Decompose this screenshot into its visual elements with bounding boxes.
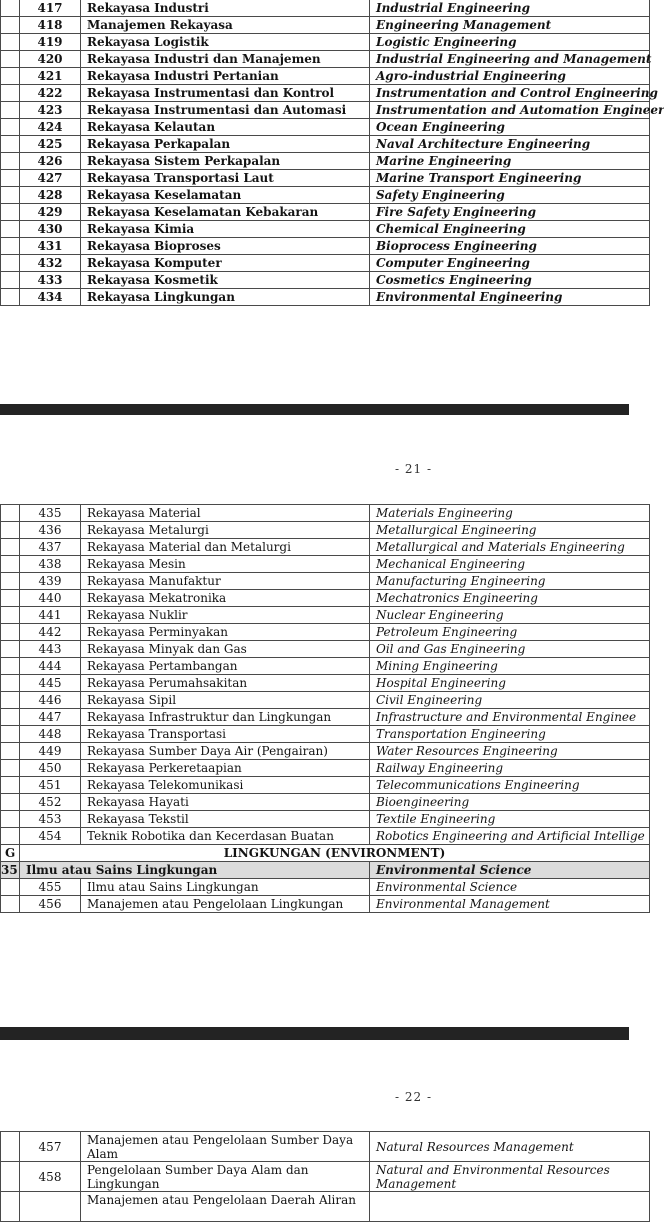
section-letter: G: [1, 845, 20, 862]
table-row: 425 Rekayasa Perkapalan Naval Architecture Engineering: [1, 136, 650, 153]
table-row: 432 Rekayasa Komputer Computer Engineering: [1, 255, 650, 272]
table-row: 426 Rekayasa Sistem Perkapalan Marine Engineering: [1, 153, 650, 170]
page-number: - 22 -: [395, 1090, 433, 1104]
table-row: 451 Rekayasa Telekomunikasi Telecommunications Engineering: [1, 777, 650, 794]
table-row: 430 Rekayasa Kimia Chemical Engineering: [1, 221, 650, 238]
table-row: 428 Rekayasa Keselamatan Safety Engineering: [1, 187, 650, 204]
page-separator: [0, 404, 629, 415]
study-program-table-1: [0, 0, 664, 306]
table-row: 455 Ilmu atau Sains Lingkungan Environmental Science: [1, 879, 650, 896]
table-row: 457 Manajemen atau Pengelolaan Sumber Daya Alam Natural Resources Management: [1, 1132, 650, 1162]
table-row: Manajemen atau Pengelolaan Daerah Aliran: [1, 1192, 650, 1222]
table-row: 446 Rekayasa Sipil Civil Engineering: [1, 692, 650, 709]
table-row: 421 Rekayasa Industri Pertanian Agro-industrial Engineering: [1, 68, 650, 85]
table-row: 424 Rekayasa Kelautan Ocean Engineering: [1, 119, 650, 136]
study-program-table-3: [0, 1131, 650, 1222]
table-row: 442 Rekayasa Perminyakan Petroleum Engineering: [1, 624, 650, 641]
subgroup-name-en: Environmental Science: [370, 862, 650, 879]
table-row: 423 Rekayasa Instrumentasi dan Automasi Instrumentation and Automation Engineer: [1, 102, 650, 119]
table-row: 438 Rekayasa Mesin Mechanical Engineering: [1, 556, 650, 573]
document-page-2: [0, 415, 645, 1027]
subgroup-row: [1, 862, 650, 879]
table-row: 452 Rekayasa Hayati Bioengineering: [1, 794, 650, 811]
study-program-table-2: [0, 504, 650, 913]
subgroup-name: Ilmu atau Sains Lingkungan: [20, 862, 370, 879]
table-row: 419 Rekayasa Logistik Logistic Engineering: [1, 34, 650, 51]
table-row: 458 Pengelolaan Sumber Daya Alam dan Lingkungan Natural and Environmental Resources Management: [1, 1162, 650, 1192]
table-row: 427 Rekayasa Transportasi Laut Marine Transport Engineering: [1, 170, 650, 187]
table-row: 437 Rekayasa Material dan Metalurgi Metallurgical and Materials Engineering: [1, 539, 650, 556]
section-header-row: [1, 845, 650, 862]
table-row: 448 Rekayasa Transportasi Transportation Engineering: [1, 726, 650, 743]
page-number: - 21 -: [395, 462, 433, 476]
table-row: 449 Rekayasa Sumber Daya Air (Pengairan) Water Resources Engineering: [1, 743, 650, 760]
table-row: 445 Rekayasa Perumahsakitan Hospital Engineering: [1, 675, 650, 692]
table-row: 436 Rekayasa Metalurgi Metallurgical Engineering: [1, 522, 650, 539]
table-row: 417 Rekayasa Industri Industrial Engineering: [1, 0, 650, 17]
table-row: 434 Rekayasa Lingkungan Environmental Engineering: [1, 289, 650, 306]
table-row: 440 Rekayasa Mekatronika Mechatronics Engineering: [1, 590, 650, 607]
table-row: 444 Rekayasa Pertambangan Mining Engineering: [1, 658, 650, 675]
section-title: LINGKUNGAN (ENVIRONMENT): [20, 845, 650, 862]
table-row: 447 Rekayasa Infrastruktur dan Lingkungan Infrastructure and Environmental Enginee: [1, 709, 650, 726]
table-row: 435 Rekayasa Material Materials Engineering: [1, 505, 650, 522]
table-row: 433 Rekayasa Kosmetik Cosmetics Engineering: [1, 272, 650, 289]
table-row: 422 Rekayasa Instrumentasi dan Kontrol Instrumentation and Control Engineering: [1, 85, 650, 102]
table-row: 420 Rekayasa Industri dan Manajemen Industrial Engineering and Management: [1, 51, 650, 68]
table-row: 429 Rekayasa Keselamatan Kebakaran Fire Safety Engineering: [1, 204, 650, 221]
page-separator: [0, 1027, 629, 1040]
table-row: 453 Rekayasa Tekstil Textile Engineering: [1, 811, 650, 828]
table-row: 418 Manajemen Rekayasa Engineering Management: [1, 17, 650, 34]
table-row: 431 Rekayasa Bioproses Bioprocess Engineering: [1, 238, 650, 255]
table-row: 454 Teknik Robotika dan Kecerdasan Buatan Robotics Engineering and Artificial Intellige: [1, 828, 650, 845]
document-page-3: [0, 1040, 629, 1207]
table-row: 441 Rekayasa Nuklir Nuclear Engineering: [1, 607, 650, 624]
table-row: 439 Rekayasa Manufaktur Manufacturing Engineering: [1, 573, 650, 590]
table-row: 443 Rekayasa Minyak dan Gas Oil and Gas Engineering: [1, 641, 650, 658]
table-row: 450 Rekayasa Perkeretaapian Railway Engineering: [1, 760, 650, 777]
subgroup-number: 35: [1, 863, 18, 877]
table-row: 456 Manajemen atau Pengelolaan Lingkungan Environmental Management: [1, 896, 650, 913]
document-page-1: [0, 0, 664, 404]
